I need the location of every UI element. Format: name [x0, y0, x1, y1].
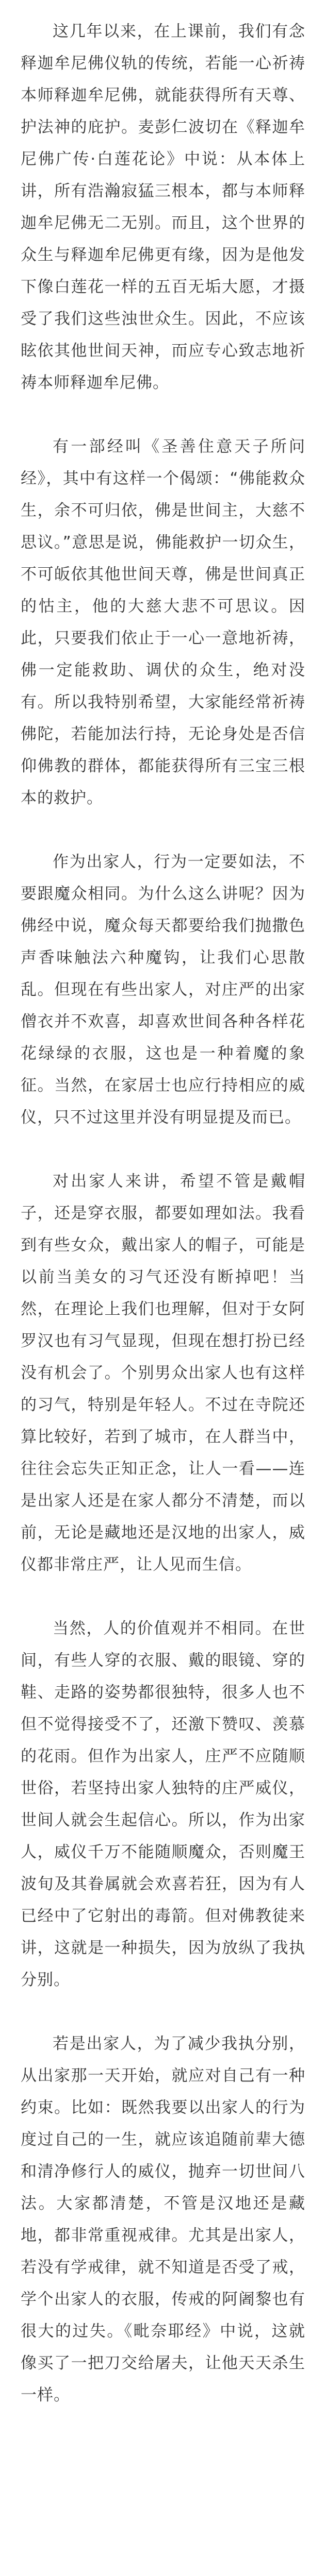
article-paragraph: 当然，人的价值观并不相同。在世间，有些人穿的衣服、戴的眼镜、穿的鞋、走路的姿势都很独特，很多人也不但不觉得接受不了，还激下赞叹、羡慕的花雨。但作为出家人，庄严不应随顺世俗，若坚持出家人独特的庄严威仪，世间人就会生起信心。所以，作为出家人，威仪千万不能随顺魔众，否则魔王波旬及其眷属就会欢喜若狂，因为有人已经中了它射出的毒箭。但对佛教徒来讲，这就是一种损失，因为放纵了我执分别。 — [21, 1619, 305, 1989]
article-paragraph: 若是出家人，为了减少我执分别，从出家那一天开始，就应对自己有一种约束。比如：既然我要以出家人的行为度过自己的一生，就应该追随前辈大德和清净修行人的威仪，抛弃一切世间八法。大家都清楚，不管是汉地还是藏地，都非常重视戒律。尤其是出家人，若没有学戒律，就不知道是否受了戒，学个出家人的衣服，传戒的阿阇黎也有很大的过失。《毗奈耶经》中说，这就像买了一把刀交给屠夫，让他天天杀生一样。 — [21, 2035, 305, 2404]
article-paragraph: 有一部经叫《圣善住意天子所问经》，其中有这样一个偈颂：“佛能救众生，余不可归依，佛是世间主，大慈不思议。”意思是说，佛能救护一切众生，不可皈依其他世间天尊，佛是世间真正的怙主，他的大慈大悲不可思议。因此，只要我们依止于一心一意地祈祷，佛一定能救助、调伏的众生，绝对没有。所以我特别希望，大家能经常祈祷佛陀，若能加法行持，无论身处是否信仰佛教的群体，都能获得所有三宝三根本的救护。 — [21, 437, 305, 807]
article-paragraph: 对出家人来讲，希望不管是戴帽子，还是穿衣服，都要如理如法。我看到有些女众，戴出家人的帽子，可能是以前当美女的习气还没有断掉吧！当然，在理论上我们也理解，但对于女阿罗汉也有习气显现，但现在想打扮已经没有机会了。个别男众出家人也有这样的习气，特别是年轻人。不过在寺院还算比较好，若到了城市，在人群当中，往往会忘失正知正念，让人一看——连是出家人还是在家人都分不清楚，而以前，无论是藏地还是汉地的出家人，威仪都非常庄严，让人见而生信。 — [21, 1172, 305, 1574]
article-paragraph: 作为出家人，行为一定要如法，不要跟魔众相同。为什么这么讲呢？因为佛经中说，魔众每天都要给我们抛撒色声香味触法六种魔钩，让我们心思散乱。但现在有些出家人，对庄严的出家僧衣并不欢喜，却喜欢世间各种各样花花绿绿的衣服，这也是一种着魔的象征。当然，在家居士也应行持相应的威仪，只不过这里并没有明显提及而已。 — [21, 853, 305, 1127]
article-paragraph: 这几年以来，在上课前，我们有念释迦牟尼佛仪轨的传统，若能一心祈祷本师释迦牟尼佛，就能获得所有天尊、护法神的庇护。麦彭仁波切在《释迦牟尼佛广传·白莲花论》中说：从本体上讲，所有浩瀚寂猛三根本，都与本师释迦牟尼佛无二无别。而且，这个世界的众生与释迦牟尼佛更有缘，因为是他发下像白莲花一样的五百无垢大愿，才摄受了我们这些浊世众生。因此，不应该眩依其他世间天神，而应专心致志地祈祷本师释迦牟尼佛。 — [21, 22, 305, 392]
